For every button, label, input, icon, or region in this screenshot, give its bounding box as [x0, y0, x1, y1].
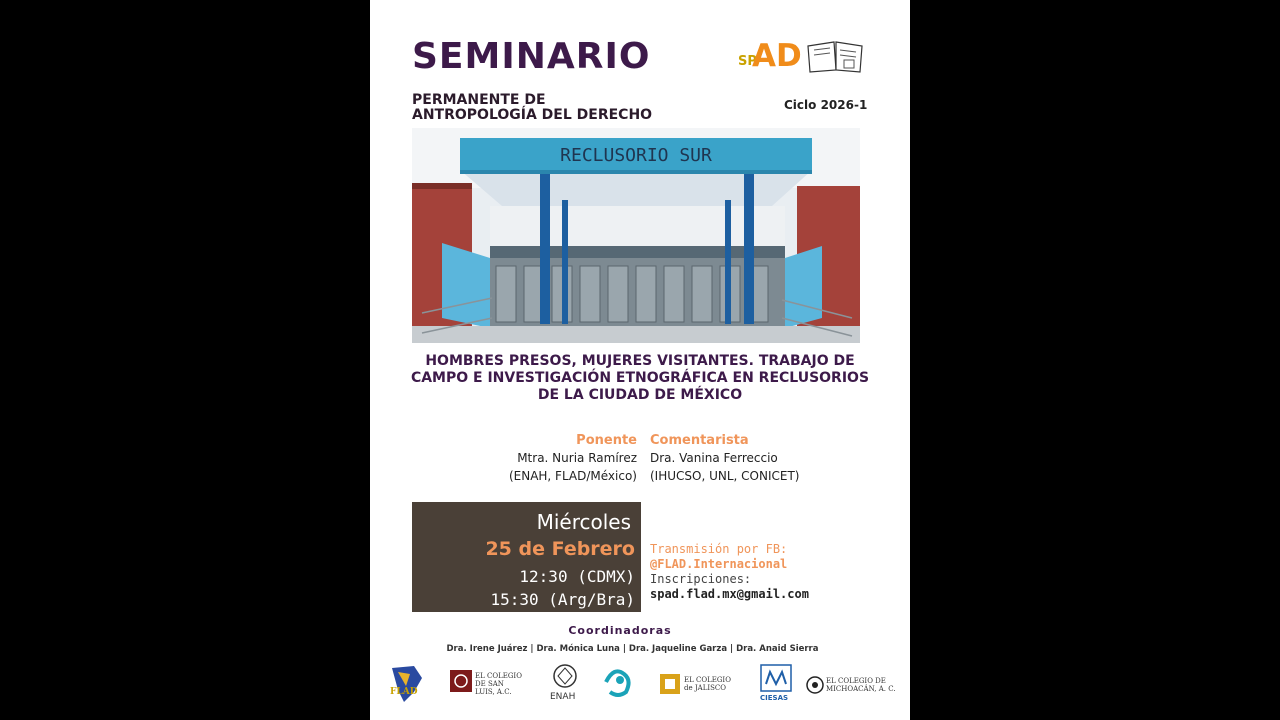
colmich-logo — [806, 676, 902, 700]
poster-title: SEMINARIO — [412, 36, 651, 77]
spad-logo — [738, 38, 868, 76]
commentator-name: Dra. Vanina Ferreccio — [650, 451, 778, 465]
cycle-label: Ciclo 2026-1 — [784, 98, 868, 112]
commentator-affiliation: (IHUCSO, UNL, CONICET) — [650, 469, 800, 483]
coordinators-list: Dra. Irene Juárez | Dra. Mónica Luna | Dra. Jaqueline Garza | Dra. Anaid Sierra — [446, 644, 819, 654]
stream-info — [650, 542, 809, 602]
enah-logo — [548, 662, 582, 706]
unam-bird-logo — [602, 664, 636, 700]
speaker-affiliation: (ENAH, FLAD/México) — [508, 469, 637, 483]
registration-email[interactable]: spad.flad.mx@gmail.com — [650, 587, 809, 601]
sponsor-logos — [382, 660, 902, 710]
flad-logo-text: FLAD — [390, 687, 418, 697]
coordinators-title: Coordinadoras — [568, 624, 672, 637]
colmich-logo-text: EL COLEGIO DE MICHOACÁN, A. C. — [826, 677, 896, 693]
photo-sign-text: RECLUSORIO SUR — [560, 145, 712, 166]
event-date: 25 de Febrero — [485, 538, 635, 560]
speaker-label: Ponente — [576, 433, 637, 448]
event-day: Miércoles — [536, 510, 631, 534]
event-time-cdmx: 12:30 (CDMX) — [519, 567, 635, 586]
date-box — [412, 502, 641, 612]
poster-subtitle — [412, 93, 792, 123]
stream-label: Transmisión por FB: — [650, 542, 788, 556]
subtitle-line-1: PERMANENTE DE — [412, 92, 546, 108]
coljal-logo — [660, 674, 740, 698]
ciesas-logo — [760, 664, 794, 704]
subtitle-line-2: ANTROPOLOGÍA DEL DERECHO — [412, 107, 653, 123]
flad-logo — [384, 662, 428, 704]
colsan-logo — [450, 670, 526, 700]
enah-logo-text: ENAH — [550, 692, 576, 702]
seminar-poster — [370, 0, 910, 720]
talk-title: HOMBRES PRESOS, MUJERES VISITANTES. TRABAJO DE CAMPO E INVESTIGACIÓN ETNOGRÁFICA EN RECLUSORIOS DE LA CIUDAD DE MÉXICO — [410, 353, 870, 403]
stream-handle[interactable]: @FLAD.Internacional — [650, 557, 788, 571]
colsan-logo-text: EL COLEGIO DE SAN LUIS, A.C. — [475, 672, 522, 696]
spad-logo-sp: SP — [738, 54, 757, 69]
spad-logo-ad: AD — [752, 38, 802, 74]
book-icon — [804, 40, 868, 74]
event-time-arg: 15:30 (Arg/Bra) — [490, 590, 635, 609]
reclusorio-photo — [412, 128, 860, 343]
speaker-name: Mtra. Nuria Ramírez — [517, 451, 637, 465]
commentator-label: Comentarista — [650, 433, 749, 448]
ciesas-logo-text: CIESAS — [760, 694, 789, 702]
registration-label: Inscripciones: — [650, 572, 752, 586]
coljal-logo-text: EL COLEGIO de JALISCO — [684, 676, 731, 692]
